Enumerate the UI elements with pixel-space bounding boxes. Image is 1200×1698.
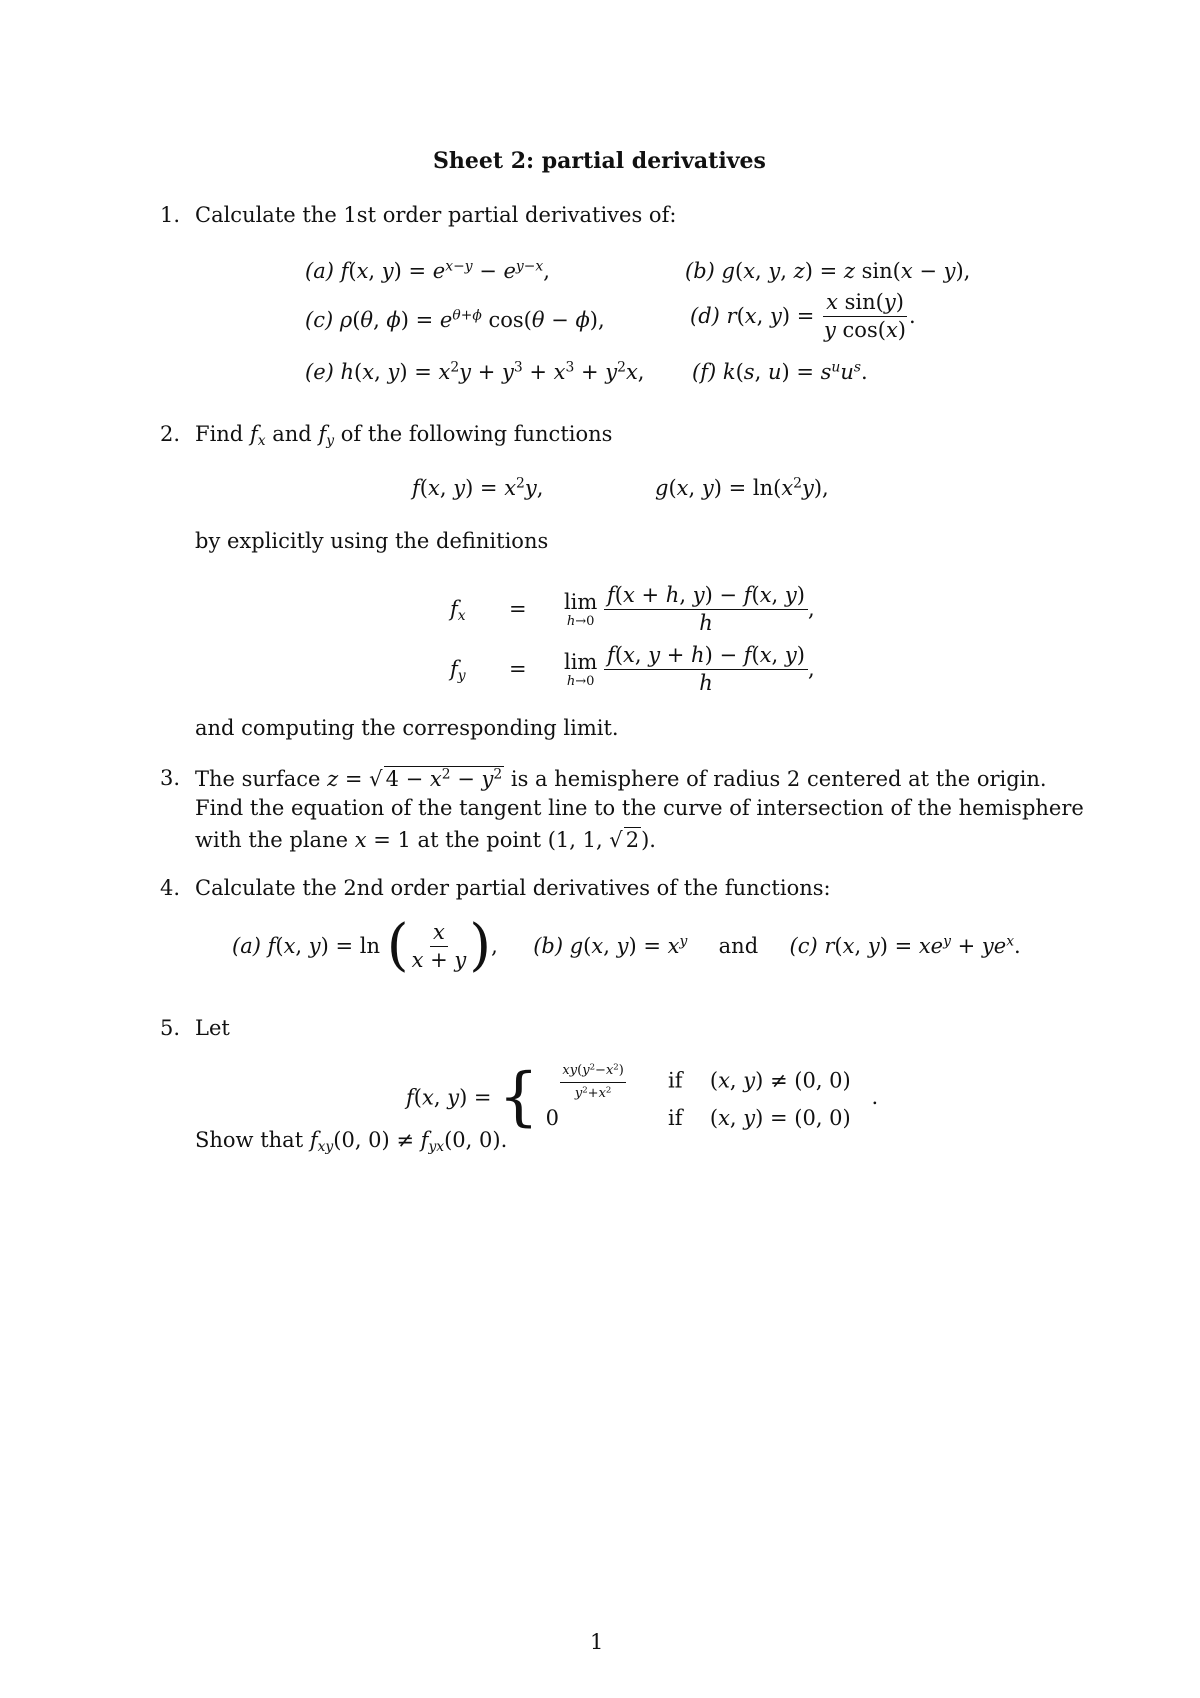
- page-number: 1: [590, 1630, 604, 1654]
- q4-text: Calculate the 2nd order partial derivatives of the functions:: [195, 876, 831, 900]
- q2-text: Find $f_x$ and $f_y$ of the following functions: [195, 422, 613, 450]
- q5-piecewise: f(x, y) = { $\frac{xy(y^2-x^2)}{y^2+x^2}$ if (x, y) ≠ (0, 0) 0 if (x, y) = (0, 0) .: [406, 1059, 879, 1134]
- page-title: Sheet 2: partial derivatives: [433, 148, 766, 174]
- q5-number: 5.: [160, 1016, 181, 1040]
- q2-text-by: by explicitly using the definitions: [195, 529, 549, 553]
- q1-item-d: (d) r(x, y) = $\frac{\text{x sin(y)}}{\text{y cos(x)}}$ .: [690, 290, 916, 342]
- q4-formulas: (a) f(x, y) = ln ( $\frac{x}{x + y}$ ), (b) g(x, $y) = x^y$ and (c) r(x, $y) = xe^y + ye^x$.: [232, 913, 1021, 979]
- q1-text: Calculate the 1st order partial derivatives of:: [195, 203, 677, 227]
- q2-text-find: Find: [195, 422, 244, 446]
- q1-item-b: [685, 261, 970, 282]
- q1-label-f: (f): [692, 360, 717, 384]
- q1-number: 1.: [160, 203, 181, 227]
- q2-definition-fx: $f_x$ = lim h→0 $\frac{f(x + h, y) - f(x, y)}{h}$ ,: [450, 583, 815, 635]
- q2-text-computing: and computing the corresponding limit.: [195, 716, 619, 740]
- q3-line2: Find the equation of the tangent line to the curve of intersection of the hemisphere: [195, 796, 1084, 820]
- q1-formula-f: k(s, $u) = s^uu^s$.: [722, 359, 868, 384]
- q2-text-and: and: [272, 422, 312, 446]
- q1-label-a: (a): [305, 259, 334, 283]
- q4-label-a: (a): [232, 934, 261, 958]
- q2-definition-fy: $f_y$ = lim h→0 $\frac{f(x, y + h) - f(x, y)}{h}$ ,: [450, 643, 815, 695]
- q1-formula-a: f(x, $y) = e^{x-y} - e^{y-x}$,: [340, 258, 550, 283]
- q1-formula-b: g(x, y, z) = z sin(x − y),: [721, 259, 971, 283]
- q3-line3-mid: at the point: [417, 828, 542, 852]
- q1-item-e: [305, 359, 645, 384]
- q2-function-f: f(x, $y) = x^2y$,: [412, 475, 544, 500]
- q1-item-a: [305, 258, 550, 283]
- q3-line3: with the plane x = 1 at the point (1, 1, √ 2).: [195, 828, 656, 852]
- q1-item-c: [305, 307, 605, 332]
- q5-if-2: if: [668, 1106, 683, 1131]
- q3-line1: The surface z = √ $4 - x^2 - y^2$ is a hemisphere of radius 2 centered at the origin.: [195, 766, 1047, 791]
- q1-formula-d: r(x, y) =: [726, 304, 821, 328]
- q4-and-word: and: [718, 934, 759, 958]
- q5-if-1: if: [668, 1068, 683, 1093]
- q2-text-rest: of the following functions: [340, 422, 613, 446]
- q3-line3-start: with the plane: [195, 828, 349, 852]
- q3-line1-start: The surface: [195, 767, 321, 791]
- q1-label-b: (b): [685, 259, 715, 283]
- q5-show-text: Show that: [195, 1128, 304, 1152]
- q1-label-c: (c): [305, 308, 334, 332]
- q4-label-b: (b): [533, 934, 564, 958]
- q1-fraction-d: $\frac{\text{x sin(y)}}{\text{y cos(x)}}$: [824, 290, 906, 342]
- q5-text: Let: [195, 1016, 230, 1040]
- q1-label-e: (e): [305, 360, 334, 384]
- q1-label-d: (d): [690, 304, 720, 328]
- q3-number: 3.: [160, 766, 181, 790]
- q1-formula-e: h(x, $y) = x^2y + y^3 + x^3 + y^2x$,: [340, 359, 645, 384]
- q5-show: Show that $f_{xy}(0$, $0) \ne f_{yx}(0$, 0).: [195, 1128, 508, 1156]
- q2-function-g: g(x, $y) = \ln(x^2y)$,: [655, 475, 829, 500]
- q2-number: 2.: [160, 422, 181, 446]
- q4-label-c: (c): [789, 934, 818, 958]
- q1-item-f: [692, 359, 868, 384]
- q3-line1-end: is a hemisphere of radius 2 centered at the origin.: [510, 767, 1047, 791]
- q1-formula-c: ρ(θ, $\phi) = e^{\theta+\phi}$ cos(θ − ϕ),: [339, 307, 605, 332]
- q4-number: 4.: [160, 876, 181, 900]
